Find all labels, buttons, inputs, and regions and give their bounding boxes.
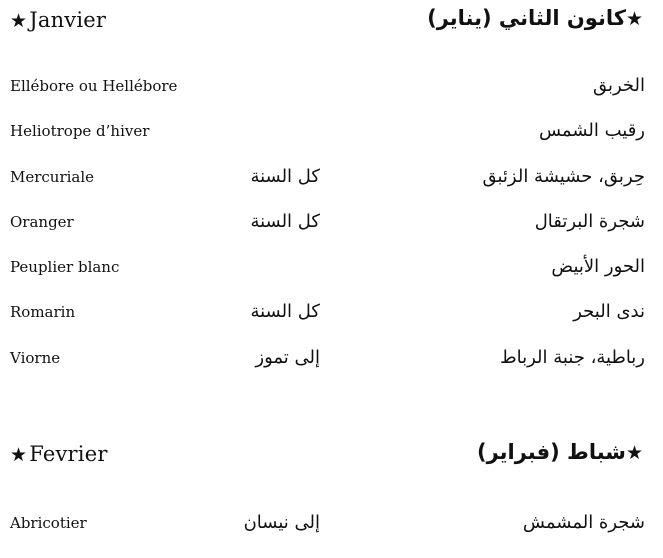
plant-row [0, 162, 663, 192]
star-icon: ★ [10, 444, 28, 466]
star-icon: ★ [625, 8, 643, 30]
plant-name-ar: رباطية، جنبة الرباط [499, 347, 645, 368]
plant-name-fr: Romarin [10, 303, 76, 321]
section-fevrier [0, 410, 663, 558]
plant-name-fr: Mercuriale [10, 168, 95, 186]
plant-name-fr: Heliotrope d’hiver [10, 122, 150, 140]
plant-name-ar: حِربق، حشيشة الزئبق [482, 166, 645, 187]
plant-name-fr: Abricotier [10, 514, 87, 532]
flowering-period: كل السنة [250, 166, 320, 187]
plant-row [0, 116, 663, 146]
plant-name-ar: شجرة البرتقال [534, 211, 645, 232]
plant-name-fr: Ellébore ou Hellébore [10, 77, 178, 95]
plant-name-ar: ندى البحر [573, 301, 645, 322]
plant-name-ar: شجرة المشمش [522, 512, 645, 533]
flowering-period: إلى تموز [255, 347, 320, 368]
plant-name-ar: الحور الأبيض [551, 256, 645, 277]
plant-name-fr: Peuplier blanc [10, 258, 120, 276]
plant-row [0, 71, 663, 101]
plant-row [0, 343, 663, 373]
plant-row [0, 297, 663, 327]
heading-ar-text: كانون الثاني (يناير) [427, 6, 626, 30]
plant-row [0, 252, 663, 282]
star-icon: ★ [625, 442, 643, 464]
flowering-period: إلى نيسان [243, 512, 320, 533]
heading-fr-text: Fevrier [29, 442, 108, 466]
section-heading-fr [10, 442, 108, 466]
plant-name-ar: رقيب الشمس [538, 120, 645, 141]
section-heading-ar [477, 440, 645, 464]
plant-name-fr: Viorne [10, 349, 61, 367]
heading-ar-text: شباط (فبراير) [476, 440, 626, 464]
plant-name-fr: Oranger [10, 213, 74, 231]
plant-row [0, 207, 663, 237]
flowering-period: كل السنة [250, 211, 320, 232]
plant-row [0, 508, 663, 538]
plant-name-ar: الخربق [592, 75, 645, 96]
section-heading-fr [10, 8, 106, 32]
section-heading-ar [427, 6, 645, 30]
flowering-period: كل السنة [250, 301, 320, 322]
star-icon: ★ [10, 10, 28, 32]
heading-fr-text: Janvier [29, 8, 107, 32]
